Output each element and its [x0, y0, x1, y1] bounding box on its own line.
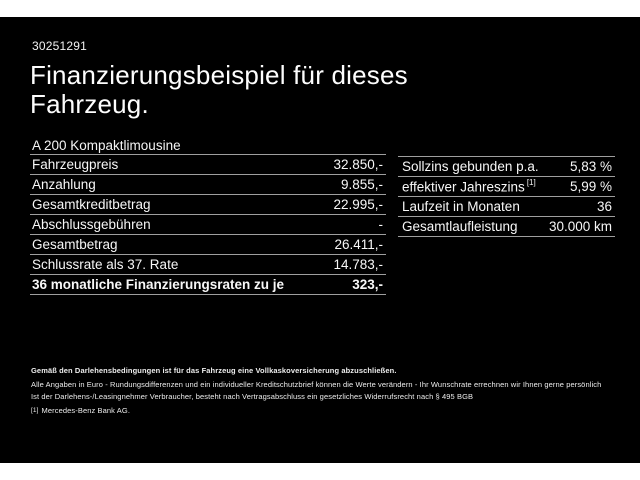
- disclaimer-line1: Alle Angaben in Euro - Rundungsdifferenzen und ein individueller Kreditschutzbrief können die Werte verändern - Ihr Wunschrate errechnen wir Ihnen gerne persönlich: [31, 379, 602, 389]
- row-label: Anzahlung: [32, 177, 96, 192]
- row-value: 26.411,-: [334, 237, 383, 252]
- footnote-marker: [1]: [31, 407, 39, 414]
- row-label-text: effektiver Jahreszins: [402, 179, 525, 195]
- finance-table: [30, 138, 386, 295]
- finance-row-schlussrate: [30, 255, 386, 275]
- row-label: Gesamtbetrag: [32, 237, 118, 252]
- row-label: 36 monatliche Finanzierungsraten zu je: [32, 277, 285, 292]
- row-value: 30.000 km: [548, 219, 612, 234]
- row-label: Gesamtkreditbetrag: [32, 197, 151, 212]
- row-value: -: [378, 217, 383, 232]
- row-label: Schlussrate als 37. Rate: [32, 257, 179, 272]
- row-value: 9.855,-: [340, 177, 383, 192]
- row-value: 36: [596, 199, 612, 214]
- row-label: [398, 179, 536, 195]
- vehicle-model-subtitle: A 200 Kompaktlimousine: [30, 138, 386, 155]
- footnote-text: Mercedes-Benz Bank AG.: [41, 406, 131, 415]
- row-label: Abschlussgebühren: [32, 217, 151, 232]
- row-value: 32.850,-: [333, 157, 383, 172]
- condition-row-laufzeit: [398, 197, 615, 217]
- vehicle-id: 30251291: [32, 39, 87, 53]
- row-label: Laufzeit in Monaten: [402, 199, 520, 214]
- disclaimer-line2: Ist der Darlehens-/Leasingnehmer Verbraucher, besteht nach Vertragsabschluss ein gesetzliches Widerrufsrecht nach § 495 BGB: [31, 391, 474, 401]
- page-title-line2: Fahrzeug.: [30, 89, 149, 119]
- page-title: [30, 61, 408, 119]
- finance-example-card: [0, 17, 640, 463]
- insurance-note: Gemäß den Darlehensbedingungen ist für das Fahrzeug eine Vollkaskoversicherung abzuschließen.: [31, 366, 397, 375]
- finance-row-gesamtkreditbetrag: [30, 195, 386, 215]
- row-value: 14.783,-: [333, 257, 383, 272]
- condition-row-sollzins: [398, 157, 615, 177]
- page-title-line1: Finanzierungsbeispiel für dieses: [30, 60, 408, 90]
- footnote: [31, 405, 619, 418]
- finance-row-monatsrate: [30, 275, 386, 295]
- row-label: Gesamtlaufleistung: [402, 219, 518, 234]
- condition-row-effektiver-jahreszins: [398, 177, 615, 197]
- finance-row-abschlussgebuehren: [30, 215, 386, 235]
- conditions-table: [398, 156, 615, 237]
- row-value: 5,99 %: [569, 179, 612, 194]
- condition-row-gesamtlaufleistung: [398, 217, 615, 237]
- row-value: 22.995,-: [333, 197, 383, 212]
- row-label: Sollzins gebunden p.a.: [402, 159, 539, 174]
- finance-row-fahrzeugpreis: [30, 155, 386, 175]
- footnote-marker: [1]: [526, 177, 536, 187]
- finance-row-anzahlung: [30, 175, 386, 195]
- legal-footer: [31, 365, 619, 418]
- finance-row-gesamtbetrag: [30, 235, 386, 255]
- row-label: Fahrzeugpreis: [32, 157, 119, 172]
- row-value: 323,-: [352, 277, 383, 292]
- row-value: 5,83 %: [569, 159, 612, 174]
